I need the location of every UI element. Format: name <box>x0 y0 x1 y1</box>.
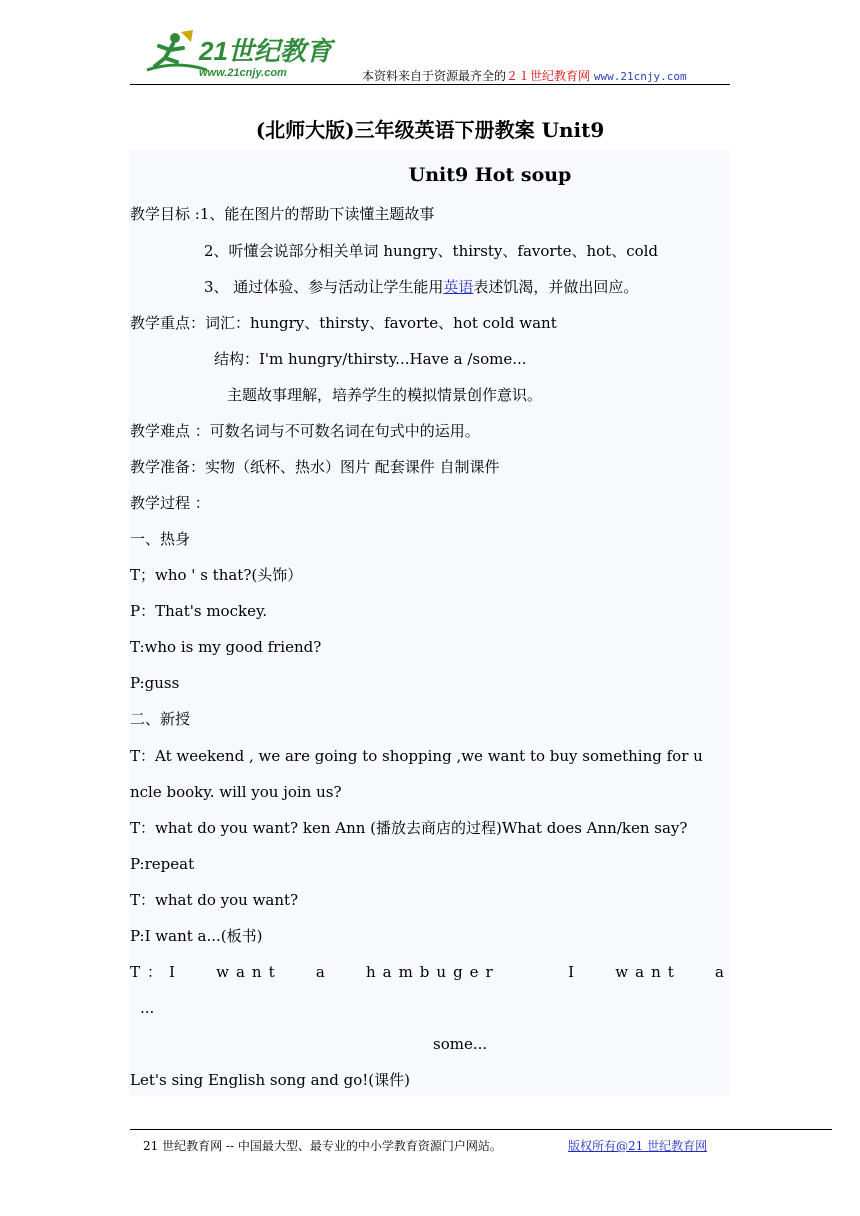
warmup-line-3: T:who is my good friend? <box>130 638 322 656</box>
warmup-line-2: P：That's mockey. <box>130 602 268 620</box>
header-note-site[interactable]: ２１世纪教育网 <box>506 69 591 83</box>
english-link[interactable]: 英语 <box>443 278 474 296</box>
new-line-6 <box>130 962 731 982</box>
new-line-1: T：At weekend , we are going to shopping ,we want to buy something for u <box>130 747 703 765</box>
goals-line-3-pre: 3、 通过体验、参与活动让学生能用 <box>204 278 444 296</box>
justified-word: a <box>315 963 332 981</box>
justified-word: hambuger <box>365 963 500 981</box>
justified-word: want <box>216 963 282 981</box>
warmup-line-1: T；who ' s that?(头饰） <box>130 566 303 584</box>
goals-line-3 <box>204 277 638 297</box>
new-line-1-cont: ncle booky. will you join us? <box>130 783 342 801</box>
new-line-8: Let's sing English song and go!(课件) <box>130 1071 411 1089</box>
new-line-4: T：what do you want? <box>130 891 299 909</box>
new-lesson-heading: 二、新授 <box>130 710 191 728</box>
header-note-url[interactable]: www.21cnjy.com <box>593 70 687 83</box>
logo-url: www.21cnjy.com <box>199 67 287 79</box>
preparation-line: 教学准备：实物（纸杯、热水）图片 配套课件 自制课件 <box>130 458 500 476</box>
goals-line-2: 2、听懂会说部分相关单词 hungry、thirsty、favorte、hot、cold <box>204 242 659 260</box>
difficulty-line: 教学难点 ：可数名词与不可数名词在句式中的运用。 <box>130 422 480 440</box>
footer-tagline: 21 世纪教育网 -- 中国最大型、最专业的中小学教育资源门户网站。 <box>143 1139 502 1153</box>
new-line-3: P:repeat <box>130 855 195 873</box>
new-line-6-cont: ... <box>140 999 155 1017</box>
warmup-heading: 一、热身 <box>130 530 191 548</box>
new-line-2: T：what do you want? ken Ann (播放去商店的过程)What does Ann/ken say? <box>130 819 688 837</box>
justified-word: I <box>568 963 582 981</box>
goals-line-1: 教学目标 :1、能在图片的帮助下读懂主题故事 <box>130 205 435 223</box>
footer-divider <box>130 1129 832 1130</box>
key-points-line-2: 结构：I'm hungry/thirsty...Have a /some... <box>214 350 527 368</box>
unit-subtitle: Unit9 Hot soup <box>408 164 572 186</box>
header-note <box>362 67 687 84</box>
header-note-prefix: 本资料来自于资源最齐全的 <box>362 69 507 83</box>
process-heading: 教学过程 ： <box>130 494 210 512</box>
runner-logo-icon <box>137 26 337 84</box>
justified-word: T：I <box>130 963 182 981</box>
new-line-7: some... <box>433 1035 488 1053</box>
warmup-line-4: P:guss <box>130 674 180 692</box>
goals-line-3-post: 表述饥渴，并做出回应。 <box>473 278 639 296</box>
header-divider <box>130 84 730 85</box>
justified-word: a <box>714 963 731 981</box>
site-logo <box>137 26 337 84</box>
document-title: (北师大版)三年级英语下册教案 Unit9 <box>255 118 605 142</box>
key-points-line-3: 主题故事理解，培养学生的模拟情景创作意识。 <box>227 386 543 404</box>
footer-copyright-link[interactable]: 版权所有@21 世纪教育网 <box>568 1139 708 1153</box>
justified-word: want <box>615 963 681 981</box>
logo-text: 21世纪教育 <box>199 36 332 66</box>
key-points-line-1: 教学重点：词汇：hungry、thirsty、favorte、hot cold want <box>130 314 557 332</box>
new-line-5: P:I want a...(板书) <box>130 927 263 945</box>
